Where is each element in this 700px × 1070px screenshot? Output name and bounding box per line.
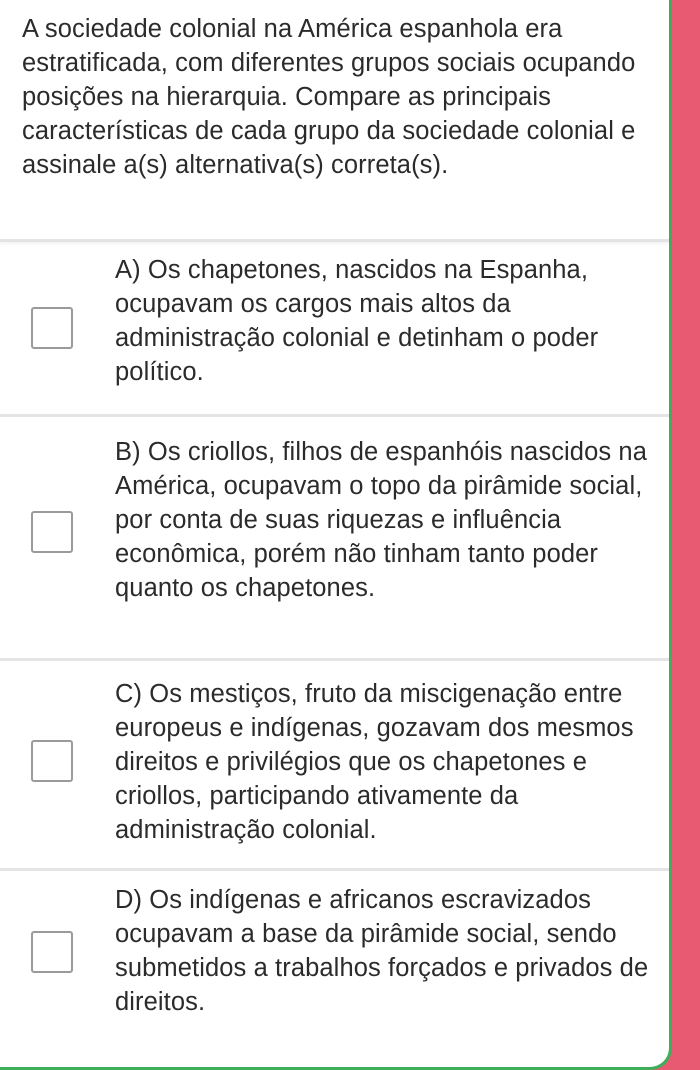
option-d-text: D) Os indígenas e africanos escravizados ocupavam a base da pirâmide social, sendo submetidos a trabalhos forçados e privados de direitos.: [115, 886, 649, 1016]
option-b-checkbox[interactable]: [31, 511, 73, 553]
option-b[interactable]: [0, 417, 669, 661]
option-a-checkbox[interactable]: [31, 307, 73, 349]
option-d[interactable]: [0, 871, 669, 1031]
option-a-text: A) Os chapetones, nascidos na Espanha, ocupavam os cargos mais altos da administração colonial e detinham o poder político.: [115, 256, 599, 386]
option-c-text: C) Os mestiços, fruto da miscigenação entre europeus e indígenas, gozavam dos mesmos direitos e privilégios que os chapetones e criollos, participando ativamente da administração colonial.: [115, 680, 634, 844]
option-c[interactable]: [0, 661, 669, 871]
question-text: A sociedade colonial na América espanhola era estratificada, com diferentes grupos sociais ocupando posições na hierarquia. Compare as principais características de cada grupo da sociedade colonial e assinale a(s) alternativa(s) correta(s).: [0, 0, 669, 242]
option-a[interactable]: [0, 242, 669, 417]
option-c-checkbox[interactable]: [31, 740, 73, 782]
option-b-text: B) Os criollos, filhos de espanhóis nascidos na América, ocupavam o topo da pirâmide social, por conta de suas riquezas e influência econômica, porém não tinham tanto poder quanto os chapetones.: [115, 438, 647, 602]
option-d-checkbox[interactable]: [31, 931, 73, 973]
